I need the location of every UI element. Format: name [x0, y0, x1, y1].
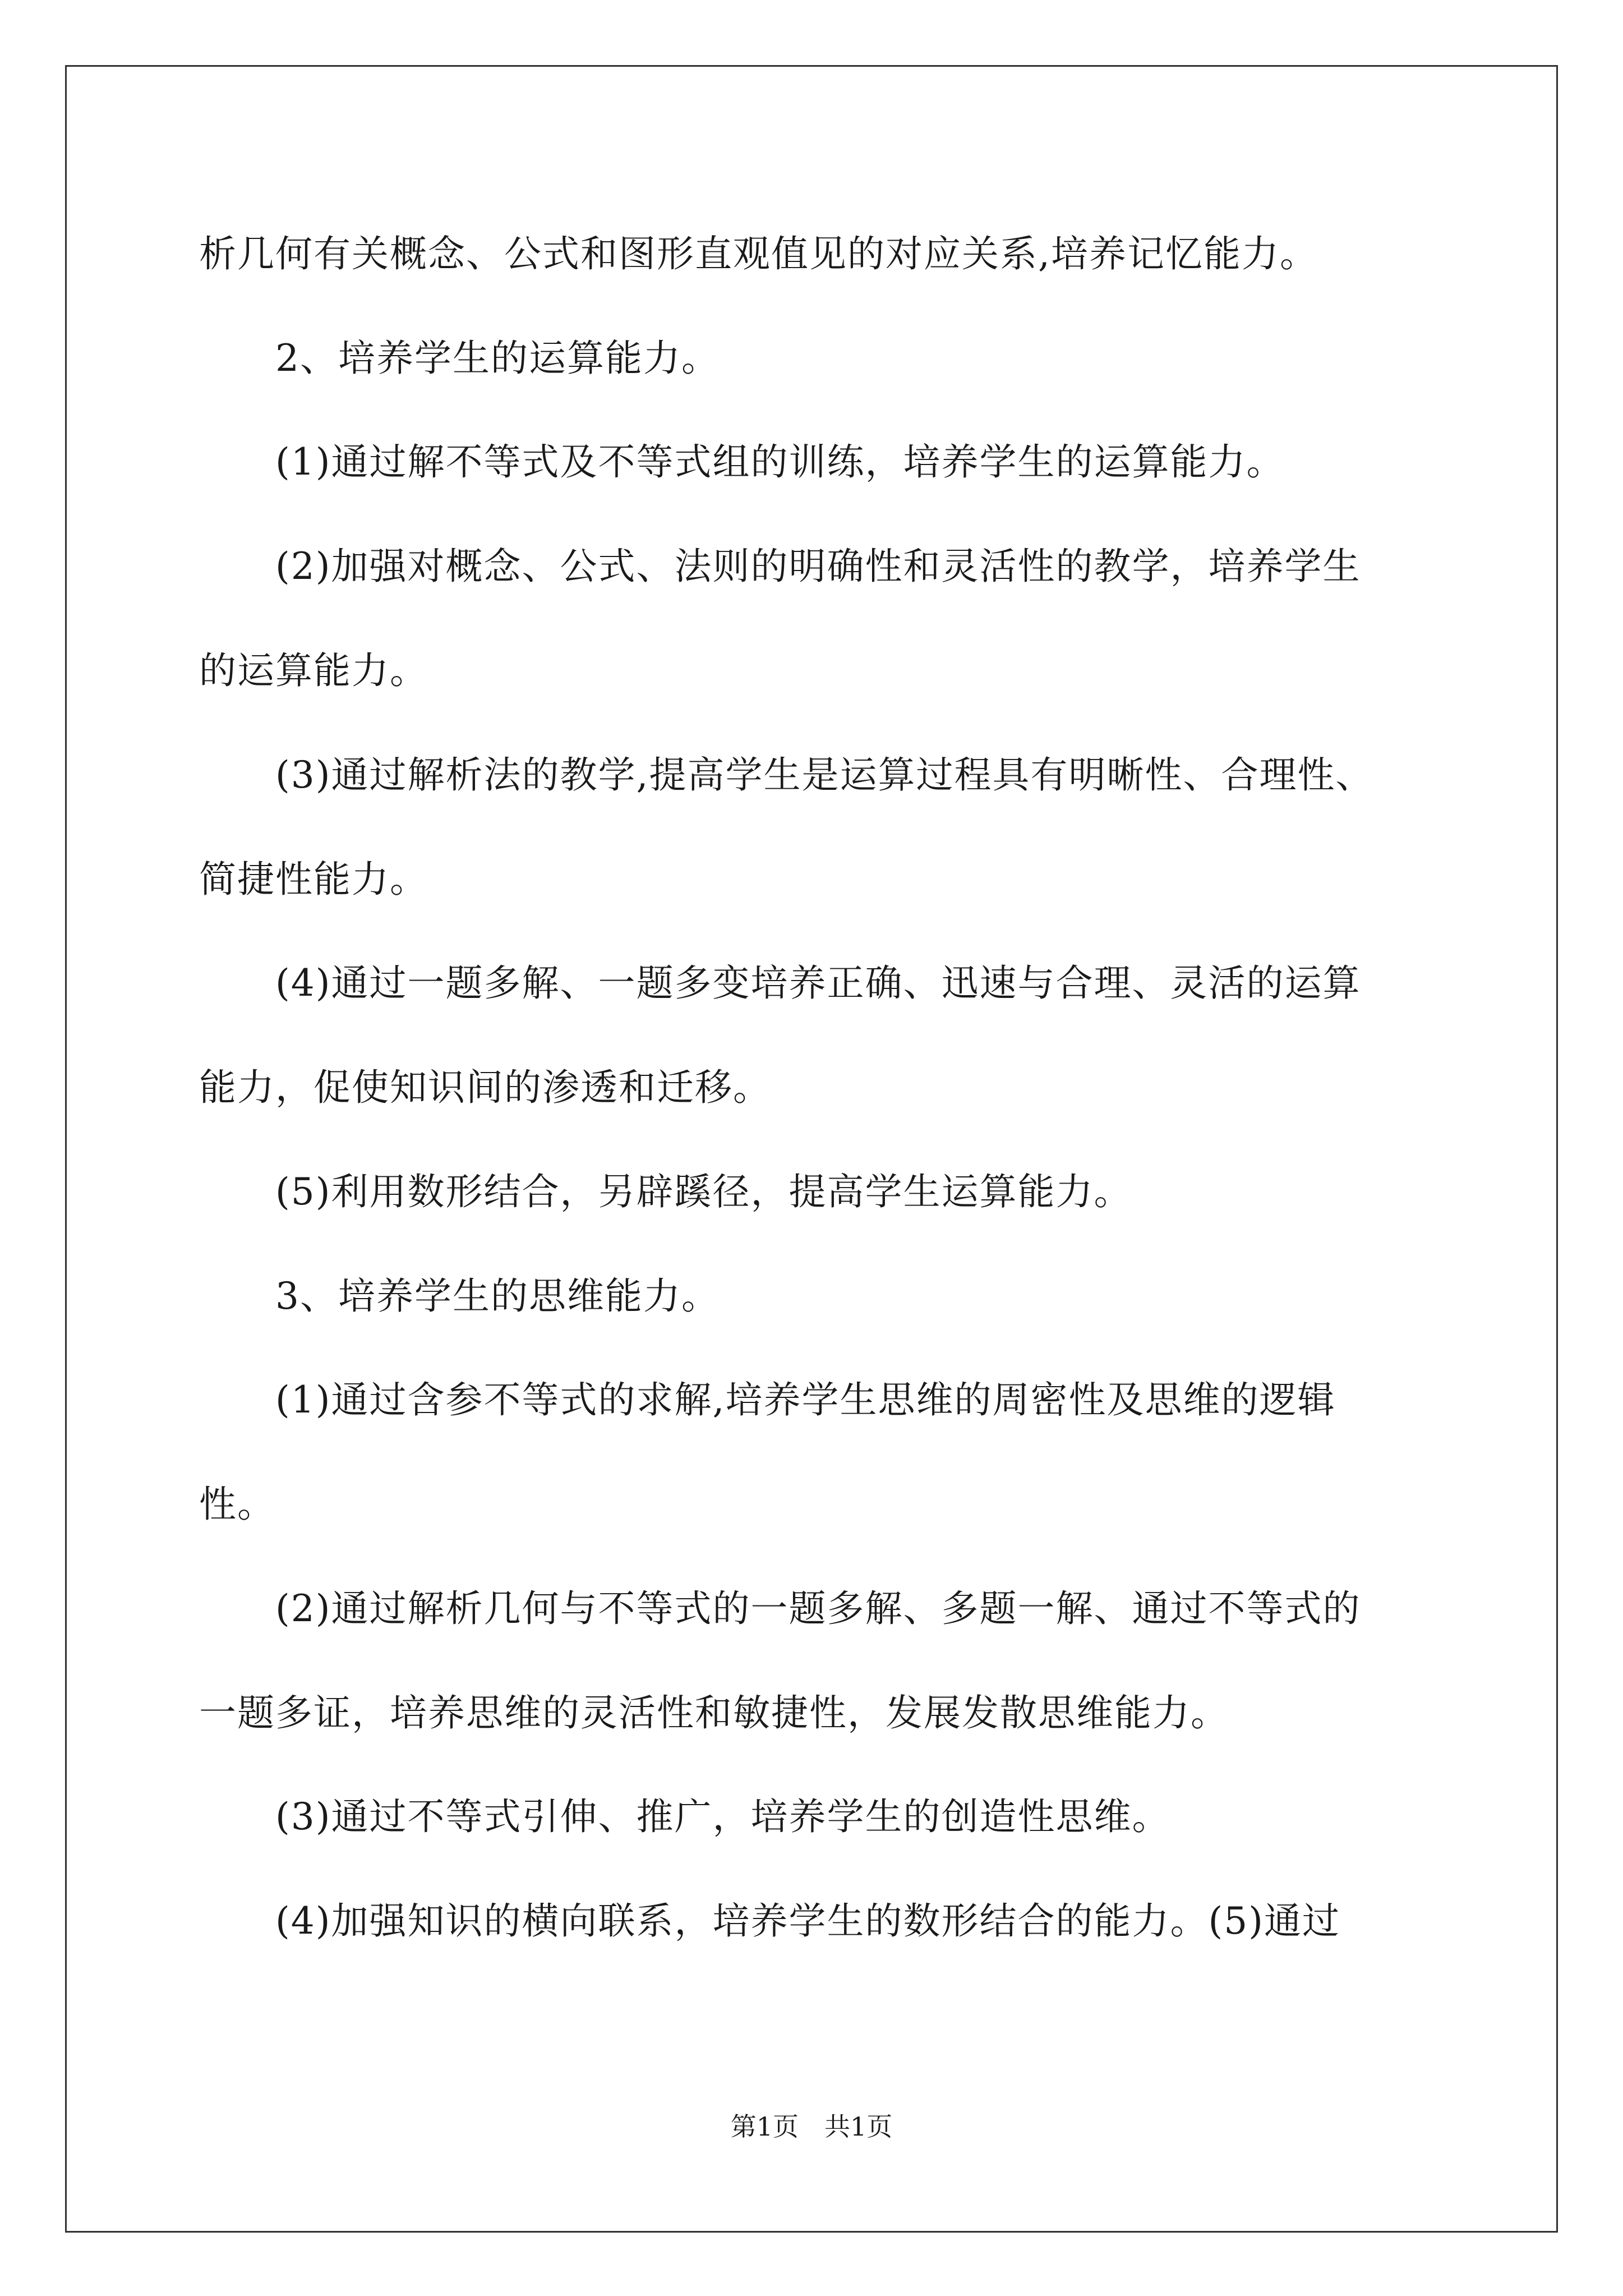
- text-line: (2)加强对概念、公式、法则的明确性和灵活性的教学，培养学生: [275, 545, 1361, 588]
- text-line: 析几何有关概念、公式和图形直观值见的对应关系,培养记忆能力。: [199, 232, 1318, 275]
- heading-2: 2、培养学生的运算能力。: [275, 337, 720, 380]
- text-line: (1)通过解不等式及不等式组的训练，培养学生的运算能力。: [275, 440, 1285, 484]
- page-footer: [0, 2111, 1623, 2142]
- text-line: 的运算能力。: [199, 649, 428, 692]
- page-number: 第1页: [730, 2111, 799, 2142]
- text-line: 简捷性能力。: [199, 858, 428, 901]
- heading-3: 3、培养学生的思维能力。: [275, 1274, 720, 1318]
- text-line: (3)通过不等式引伸、推广，培养学生的创造性思维。: [275, 1795, 1170, 1838]
- text-line: 能力，促使知识间的渗透和迁移。: [199, 1066, 771, 1109]
- text-line: (2)通过解析几何与不等式的一题多解、多题一解、通过不等式的: [275, 1587, 1361, 1630]
- text-line: (5)利用数形结合，另辟蹊径，提高学生运算能力。: [275, 1170, 1132, 1213]
- text-line: (1)通过含参不等式的求解,培养学生思维的周密性及思维的逻辑: [275, 1378, 1336, 1421]
- text-line: 一题多证，培养思维的灵活性和敏捷性，发展发散思维能力。: [199, 1691, 1229, 1734]
- text-line: (4)加强知识的横向联系，培养学生的数形结合的能力。(5)通过: [275, 1899, 1340, 1943]
- text-line: (3)通过解析法的教学,提高学生是运算过程具有明晰性、合理性、: [275, 753, 1374, 797]
- text-line: 性。: [199, 1483, 275, 1526]
- text-line: (4)通过一题多解、一题多变培养正确、迅速与合理、灵活的运算: [275, 961, 1361, 1005]
- page-total: 共1页: [824, 2111, 893, 2142]
